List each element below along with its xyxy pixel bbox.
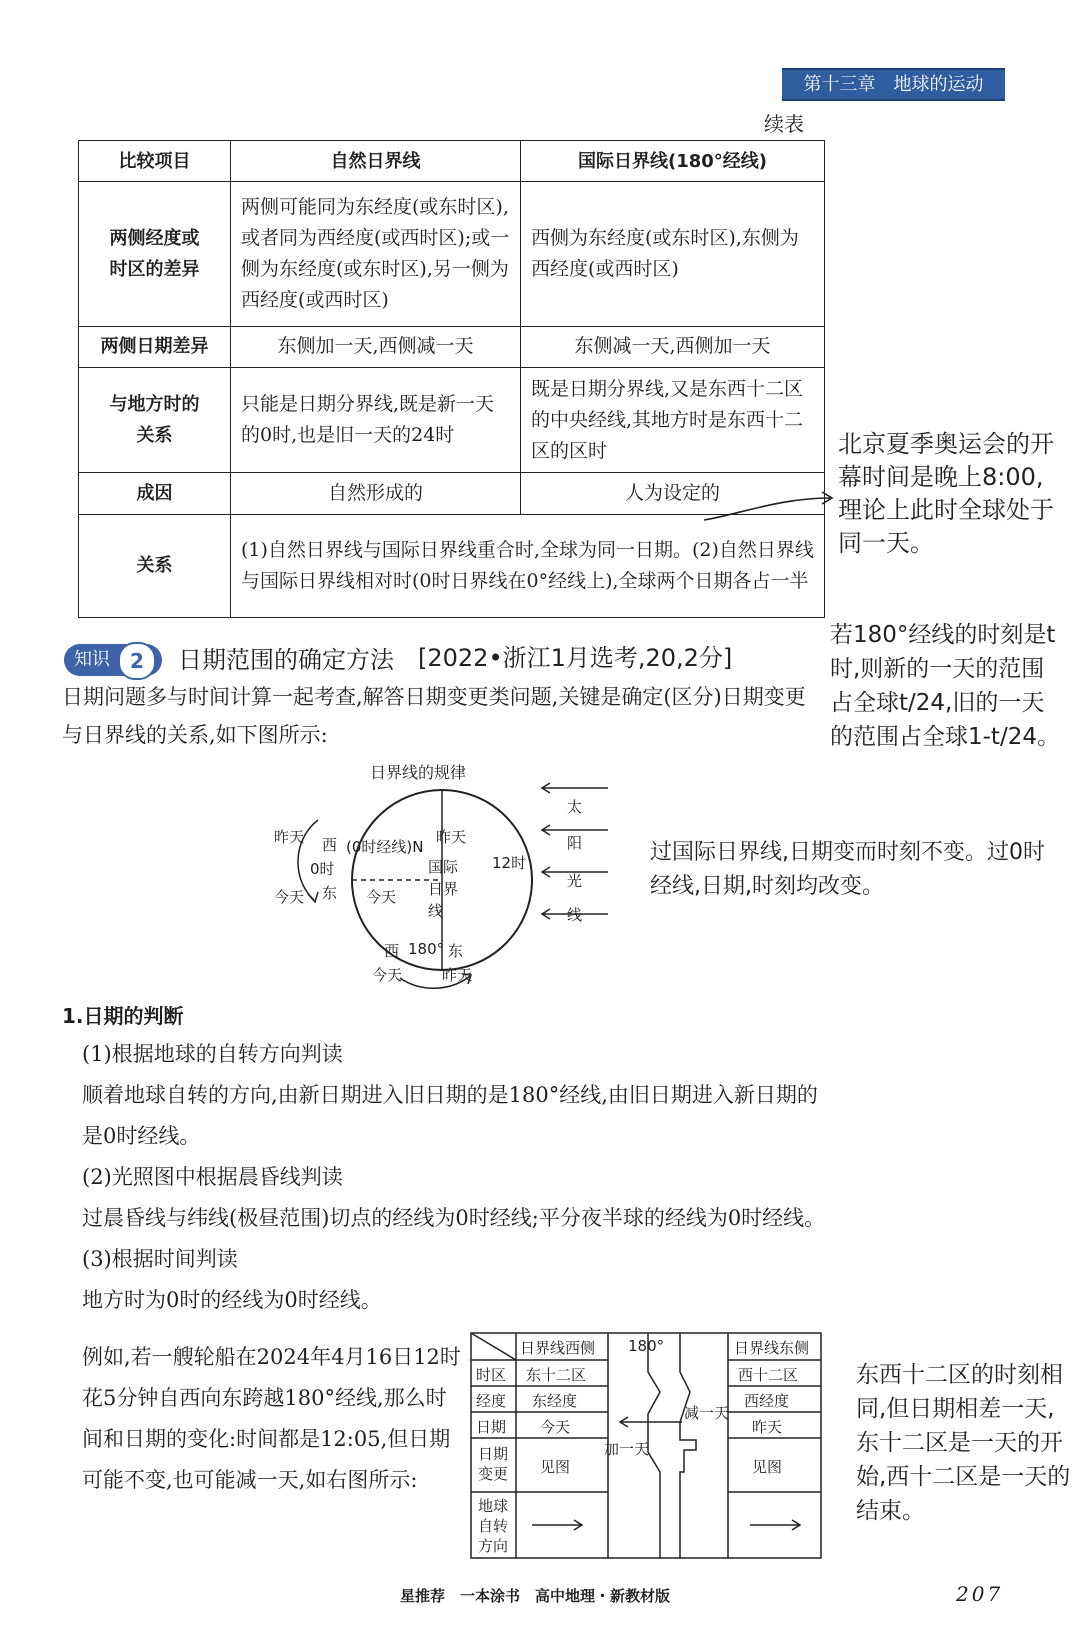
minus-day-label: 减一天 — [684, 1404, 730, 1422]
row-item: 与地方时的关系 — [79, 368, 231, 473]
diagram-title: 日界线的规律 — [370, 763, 467, 782]
row-natural: 两侧可能同为东经度(或东时区),或者同为西经度(或西时区);或一侧为东经度(或东时区),另一侧为西经度(或西时区) — [231, 182, 521, 327]
label-intl-line: 国际日界线 — [428, 858, 459, 920]
row-item: 关系 — [79, 514, 231, 617]
subsection-text: 地方时为0时的经线为0时经线。 — [82, 1288, 382, 1312]
east-value: 西十二区 — [738, 1366, 799, 1384]
row-natural: 只能是日期分界线,既是新一天的0时,也是旧一天的24时 — [231, 368, 521, 473]
plus-day-label: 加一天 — [604, 1440, 650, 1458]
table-row — [79, 326, 825, 367]
label-bottom-east: 东 — [448, 942, 464, 960]
chapter-title: 第十三章 地球的运动 — [782, 68, 1005, 101]
handwritten-note-crossing: 过国际日界线,日期变而时刻不变。过0时经线,日期,时刻均改变。 — [650, 840, 1045, 899]
continued-label: 续表 — [764, 112, 804, 136]
west-value: 东经度 — [532, 1392, 578, 1410]
handwritten-note-olympics: 北京夏季奥运会的开幕时间是晚上8:00,理论上此时全球处于同一天。 — [838, 430, 1054, 557]
col-west-header: 日界线西侧 — [520, 1339, 596, 1357]
row-item: 两侧经度或时区的差异 — [79, 182, 231, 327]
label-bottom-today: 今天 — [372, 966, 403, 984]
label-east: 东 — [322, 884, 338, 902]
label-left-yesterday: 昨天 — [274, 828, 305, 846]
row-intl: 西侧为东经度(或东时区),东侧为西经度(或西时区) — [521, 182, 825, 327]
label-zero: 0时 — [310, 860, 335, 878]
col-180-header: 180° — [628, 1337, 665, 1355]
row-label: 地球自转方向 — [478, 1497, 509, 1555]
knowledge-title: 日期范围的确定方法 — [178, 646, 394, 674]
east-value: 见图 — [752, 1458, 783, 1476]
label-twelve: 12时 — [492, 854, 527, 872]
book-title: 星推荐 一本涂书 高中地理・新教材版 — [400, 1587, 671, 1605]
knowledge-intro: 日期问题多与时间计算一起考查,解答日期变更类问题,关键是确定(区分)日期变更与日界线的关系,如下图所示: — [62, 685, 806, 747]
row-intl: 人为设定的 — [521, 473, 825, 514]
section-body — [82, 1034, 827, 1321]
subsection-title: (3)根据时间判读 — [82, 1247, 238, 1271]
row-natural: 自然形成的 — [231, 473, 521, 514]
sunlight-char: 太 — [567, 798, 583, 816]
east-value: 西经度 — [744, 1392, 790, 1410]
subsection-title: (2)光照图中根据晨昏线判读 — [82, 1165, 343, 1189]
table-header-cell: 自然日界线 — [231, 141, 521, 182]
table-row — [79, 368, 825, 473]
sunlight-char: 线 — [567, 906, 583, 924]
row-intl: 东侧减一天,西侧加一天 — [521, 326, 825, 367]
page-number: 207 — [956, 1582, 1004, 1606]
row-item: 成因 — [79, 473, 231, 514]
handwritten-note-zone12: 东西十二区的时刻相同,但日期相差一天,东十二区是一天的开始,西十二区是一天的结束。 — [856, 1362, 1071, 1524]
west-value: 今天 — [540, 1418, 571, 1436]
label-left-today: 今天 — [274, 888, 305, 906]
west-value: 东十二区 — [526, 1366, 587, 1384]
row-label: 时区 — [476, 1366, 507, 1384]
label-bottom-180: 180° — [408, 940, 445, 958]
row-merged: (1)自然日界线与国际日界线重合时,全球为同一日期。(2)自然日界线与国际日界线相对时(0时日界线在0°经线上),全球两个日期各占一半 — [231, 514, 825, 617]
label-bottom-yesterday: 昨天 — [442, 966, 473, 984]
sunlight-char: 光 — [567, 872, 583, 890]
label-inner-today: 今天 — [366, 888, 397, 906]
exam-reference: [2022•浙江1月选考,20,2分] — [418, 644, 733, 672]
knowledge-badge: 知识 — [64, 644, 162, 676]
table-row — [79, 182, 825, 327]
comparison-table — [78, 140, 825, 618]
label-inner-yesterday: 昨天 — [436, 828, 467, 846]
section-heading: 1.日期的判断 — [62, 1004, 184, 1028]
example-text: 例如,若一艘轮船在2024年4月16日12时花5分钟自西向东跨越180°经线,那么时间和日期的变化:时间都是12:05,但日期可能不变,也可能减一天,如右图所示: — [82, 1345, 461, 1492]
row-label: 日期 — [476, 1418, 507, 1436]
subsection-title: (1)根据地球的自转方向判读 — [82, 1042, 343, 1066]
table-header-cell: 国际日界线(180°经线) — [521, 141, 825, 182]
table-row — [79, 514, 825, 617]
subsection-text: 顺着地球自转的方向,由新日期进入旧日期的是180°经线,由旧日期进入新日期的是0时经线。 — [82, 1083, 818, 1148]
handwritten-note-range: 若180°经线的时刻是t时,则新的一天的范围占全球t/24,旧的一天的范围占全球1-t/24。 — [830, 622, 1060, 750]
annotation-arrow — [700, 488, 840, 528]
label-bottom-west: 西 — [384, 942, 400, 960]
west-value: 见图 — [540, 1458, 571, 1476]
row-intl: 既是日期分界线,又是东西十二区的中央经线,其地方时是东西十二区的区时 — [521, 368, 825, 473]
row-natural: 东侧加一天,西侧减一天 — [231, 326, 521, 367]
label-west: 西 — [322, 836, 338, 854]
knowledge-number: 2 — [118, 642, 156, 680]
col-east-header: 日界线东侧 — [734, 1339, 810, 1357]
row-label: 日期变更 — [478, 1445, 509, 1483]
row-label: 经度 — [476, 1392, 507, 1410]
row-item: 两侧日期差异 — [79, 326, 231, 367]
table-header-row — [79, 141, 825, 182]
table-header-cell: 比较项目 — [79, 141, 231, 182]
label-zero-line: (0时经线)N — [346, 838, 424, 856]
sunlight-char: 阳 — [567, 834, 583, 852]
subsection-text: 过晨昏线与纬线(极昼范围)切点的经线为0时经线;平分夜半球的经线为0时经线。 — [82, 1206, 826, 1230]
east-value: 昨天 — [752, 1418, 783, 1436]
